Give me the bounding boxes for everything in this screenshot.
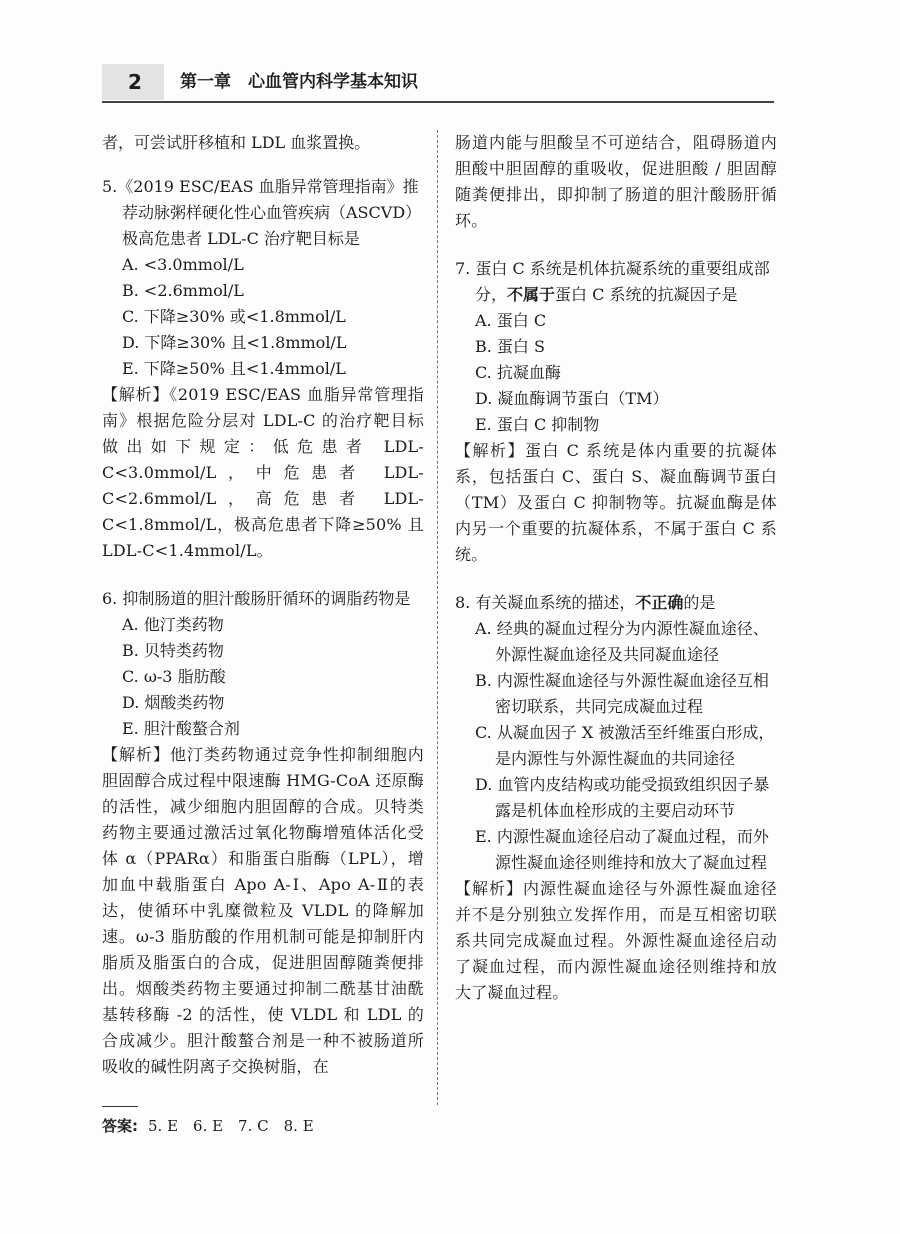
column-divider [437,130,438,1105]
option-e: E. 下降≥50% 且<1.4mmol/L [122,359,346,378]
option-b: B. 内源性凝血途径与外源性凝血途径互相密切联系，共同完成凝血过程 [475,671,769,716]
chapter-title: 第一章 心血管内科学基本知识 [180,72,418,92]
question-5 [102,174,424,564]
option-d: D. 血管内皮结构或功能受损致组织因子暴露是机体血栓形成的主要启动环节 [475,775,770,820]
option-c: C. 从凝血因子 X 被激活至纤维蛋白形成，是内源性与外源性凝血的共同途径 [475,723,775,768]
option-a: A. <3.0mmol/L [122,255,244,274]
option-a: A. 经典的凝血过程分为内源性凝血途径、外源性凝血途径及共同凝血途径 [475,619,769,664]
explanation: 【解析】他汀类药物通过竞争性抑制细胞内胆固醇合成过程中限速酶 HMG-CoA 还原酶的活性，减少细胞内胆固醇的合成。贝特类药物主要通过激活过氧化物酶增殖体活化受体 α（PPARα）和脂蛋白脂酶（LPL），增加血中载脂蛋白 Apo A-Ⅰ、Apo A-Ⅱ的表达，使循环中乳糜微粒及 VLDL 的降解加速。ω-3 脂肪酸的作用机制可能是抑制肝内脂质及脂蛋白的合成，促进胆固醇随粪便排出。烟酸类药物主要通过抑制二酰基甘油酰基转移酶 -2 的活性，使 VLDL 和 LDL 的合成减少。胆汁酸螯合剂是一种不被肠道所吸收的碱性阴离子交换树脂，在 [102,745,424,1076]
stem-emphasis: 不属于 [507,285,556,304]
continuation-text: 者，可尝试肝移植和 LDL 血浆置换。 [102,133,371,152]
option-d: D. 凝血酶调节蛋白（TM） [475,389,669,408]
header-rule [102,101,774,103]
stem-emphasis: 不正确 [635,593,684,612]
option-e: E. 蛋白 C 抑制物 [475,415,600,434]
page-number: 2 [102,64,164,100]
option-d: D. 下降≥30% 且<1.8mmol/L [122,333,347,352]
question-stem: 5.《2019 ESC/EAS 血脂异常管理指南》推荐动脉粥样硬化性心血管疾病（ASCVD）极高危患者 LDL-C 治疗靶目标是 [102,177,422,248]
option-b: B. 贝特类药物 [122,641,224,660]
question-7 [455,256,777,568]
stem-text: 蛋白 C 系统的抗凝因子是 [555,285,738,304]
option-a: A. 蛋白 C [475,311,547,330]
answer-key [102,1113,314,1139]
option-a: A. 他汀类药物 [122,615,224,634]
right-column [455,130,777,1006]
question-6 [102,586,424,1080]
footnote-rule [102,1106,138,1107]
option-d: D. 烟酸类药物 [122,693,225,712]
question-8 [455,590,777,1006]
continuation-text: 肠道内能与胆酸呈不可逆结合，阻碍肠道内胆酸中胆固醇的重吸收，促进胆酸 / 胆固醇随粪便排出，即抑制了肠道的胆汁酸肠肝循环。 [455,133,777,230]
explanation: 【解析】《2019 ESC/EAS 血脂异常管理指南》根据危险分层对 LDL-C 的治疗靶目标做出如下规定：低危患者 LDL-C<3.0mmol/L，中危患者 LDL-C<2.6mmol/L，高危患者 LDL-C<1.8mmol/L，极高危患者下降≥50% 且 LDL-C<1.4mmol/L。 [102,385,424,560]
page-header [102,64,774,104]
question-stem: 6. 抑制肠道的胆汁酸肠肝循环的调脂药物是 [102,589,411,608]
stem-text: 8. 有关凝血系统的描述， [455,593,636,612]
answer-key-label: 答案: [102,1117,138,1135]
option-c: C. 下降≥30% 或<1.8mmol/L [122,307,346,326]
option-e: E. 胆汁酸螯合剂 [122,719,240,738]
explanation: 【解析】蛋白 C 系统是体内重要的抗凝体系，包括蛋白 C、蛋白 S、凝血酶调节蛋白（TM）及蛋白 C 抑制物等。抗凝血酶是体内另一个重要的抗凝体系，不属于蛋白 C 系统。 [455,441,777,564]
option-b: B. <2.6mmol/L [122,281,244,300]
option-c: C. 抗凝血酶 [475,363,561,382]
option-b: B. 蛋白 S [475,337,545,356]
question-stem [455,590,777,616]
option-c: C. ω-3 脂肪酸 [122,667,226,686]
left-column [102,130,424,1080]
answer-key-values: 5. E 6. E 7. C 8. E [148,1117,314,1135]
stem-text: 7. 蛋白 C 系统是机体抗凝系统的重要组成部分， [455,259,770,304]
question-stem [455,256,777,308]
explanation: 【解析】内源性凝血途径与外源性凝血途径并不是分别独立发挥作用，而是互相密切联系共同完成凝血过程。外源性凝血途径启动了凝血过程，而内源性凝血途径则维持和放大了凝血过程。 [455,879,777,1002]
option-e: E. 内源性凝血途径启动了凝血过程，而外源性凝血途径则维持和放大了凝血过程 [475,827,769,872]
stem-text: 的是 [683,593,716,612]
